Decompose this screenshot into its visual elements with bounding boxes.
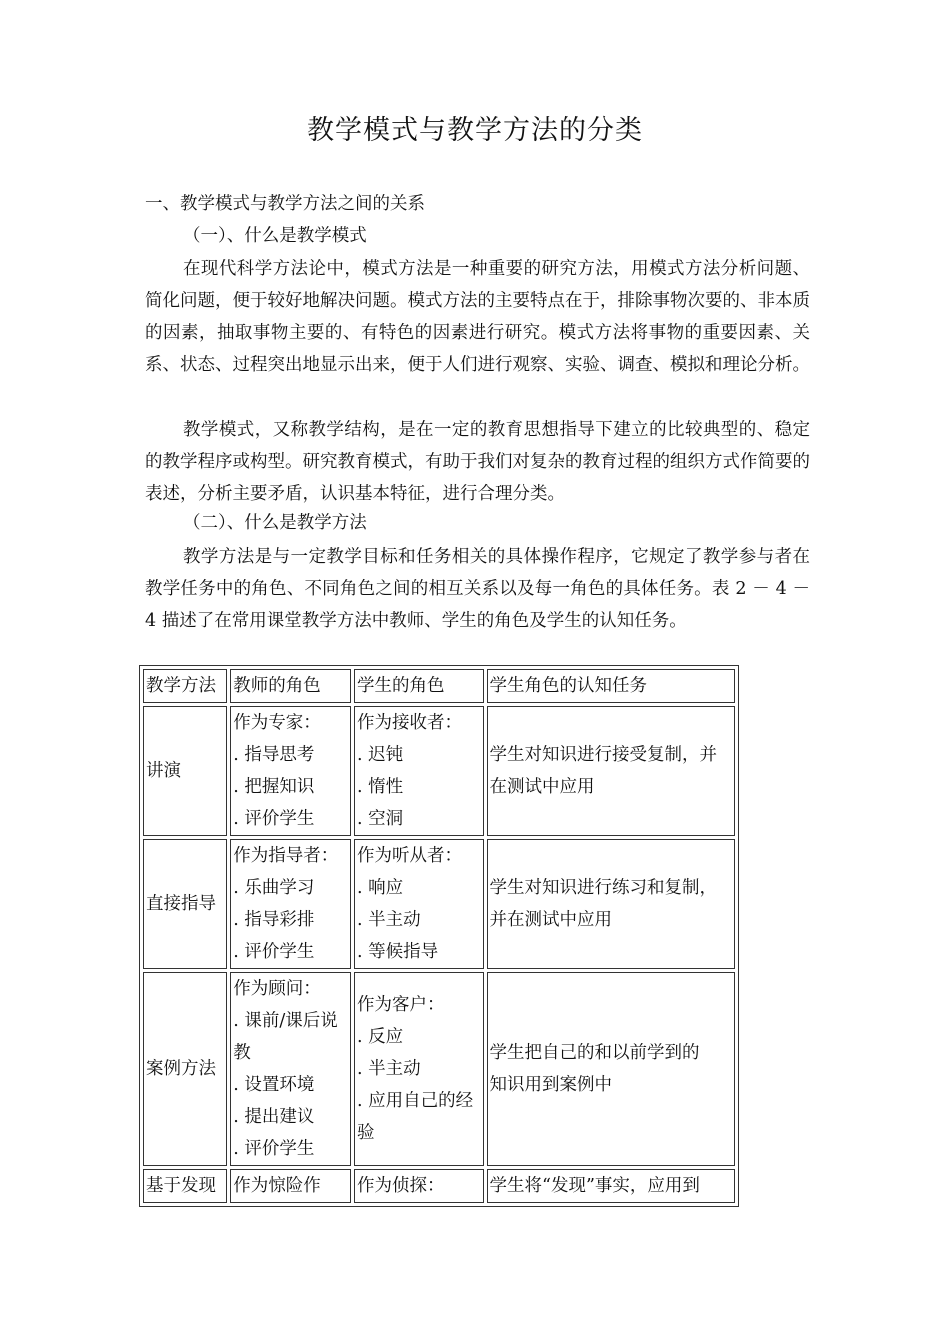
teacher-role-cell [230,1169,351,1203]
teacher-role-cell-line: 作为顾问： [233,979,321,999]
teacher-role-cell-line: . 指导思考 [233,745,315,765]
student-role-cell-line: . 响应 [357,878,404,898]
teacher-role-cell-line: . 评价学生 [233,942,315,962]
cognitive-task-cell [487,706,735,836]
document-title: 教学模式与教学方法的分类 [307,115,643,146]
student-role-cell-line: . 等候指导 [357,942,439,962]
teacher-role-cell [230,706,351,836]
paragraph-model-method: 在现代科学方法论中，模式方法是一种重要的研究方法，用模式方法分析问题、简化问题，便于较好地解决问题。模式方法的主要特点在于，排除事物次要的、非本质的因素，抽取事物主要的、有特色的因素进行研究。模式方法将事物的重要因素、关系、状态、过程突出地显示出来，便于人们进行观察、实验、调查、模拟和理论分析。 [145,259,810,375]
table-header-cell: 教师的角色 [230,669,351,703]
cognitive-task-cell-line: 学生对知识进行练习和复制， [489,878,718,898]
student-role-cell-line: . 半主动 [357,1059,421,1079]
cognitive-task-cell [487,972,735,1166]
method-cell: 讲演 [143,706,227,836]
teacher-role-cell-line: . 课前/课后说 [233,1011,338,1031]
table-row [143,839,735,969]
cognitive-task-cell-line: 学生把自己的和以前学到的 [489,1043,700,1063]
table-header-row [143,669,735,703]
table-row [143,706,735,836]
student-role-cell-line: . 惰性 [357,777,404,797]
table-header-cell: 学生的角色 [354,669,484,703]
student-role-cell-line: 作为客户： [357,995,445,1015]
teacher-role-cell [230,839,351,969]
student-role-cell-line: 验 [357,1123,375,1143]
student-role-cell-line: . 空洞 [357,809,404,829]
cognitive-task-cell-line: 并在测试中应用 [489,910,613,930]
student-role-cell [354,706,484,836]
table-header-cell: 学生角色的认知任务 [487,669,735,703]
section-heading: 一、教学模式与教学方法之间的关系 [145,194,425,214]
teacher-role-cell-line: . 把握知识 [233,777,315,797]
method-cell: 案例方法 [143,972,227,1166]
student-role-cell [354,1169,484,1203]
student-role-cell-line: 作为侦探： [357,1176,445,1196]
student-role-cell-line: . 反应 [357,1027,404,1047]
student-role-cell-line: . 应用自己的经 [357,1091,474,1111]
paragraph-teaching-model: 教学模式，又称教学结构，是在一定的教育思想指导下建立的比较典型的、稳定的教学程序或构型。研究教育模式，有助于我们对复杂的教育过程的组织方式作简要的表述，分析主要矛盾，认识基本特征，进行合理分类。 [145,420,810,504]
teacher-role-cell-line: . 指导彩排 [233,910,315,930]
student-role-cell-line: 作为接收者： [357,713,463,733]
teaching-methods-table [139,665,739,1207]
student-role-cell-line: . 半主动 [357,910,421,930]
table-header-cell: 教学方法 [143,669,227,703]
student-role-cell-line: . 迟钝 [357,745,404,765]
student-role-cell [354,972,484,1166]
cognitive-task-cell-line: 学生对知识进行接受复制，并 [489,745,718,765]
subsection-heading-teaching-method: （二）、什么是教学方法 [183,513,367,533]
cognitive-task-cell-line: 在测试中应用 [489,777,595,797]
teacher-role-cell-line: 教 [233,1043,251,1063]
method-cell: 基于发现 [143,1169,227,1203]
teacher-role-cell-line: . 评价学生 [233,809,315,829]
teacher-role-cell-line: . 乐曲学习 [233,878,315,898]
cognitive-task-cell-line: 知识用到案例中 [489,1075,613,1095]
table-row [143,1169,735,1203]
cognitive-task-cell [487,839,735,969]
paragraph-teaching-method: 教学方法是与一定教学目标和任务相关的具体操作程序，它规定了教学参与者在教学任务中的角色、不同角色之间的相互关系以及每一角色的具体任务。表 2 － 4 － 4 描述了在常用课堂教学方法中教师、学生的角色及学生的认知任务。 [145,547,810,631]
cognitive-task-cell [487,1169,735,1203]
student-role-cell [354,839,484,969]
cognitive-task-cell-line: 学生将“发现”事实，应用到 [489,1176,700,1196]
teacher-role-cell-line: 作为指导者： [233,846,339,866]
teacher-role-cell [230,972,351,1166]
teacher-role-cell-line: . 评价学生 [233,1139,315,1159]
student-role-cell-line: 作为听从者： [357,846,463,866]
teacher-role-cell-line: . 提出建议 [233,1107,315,1127]
subsection-heading-teaching-model: （一）、什么是教学模式 [183,226,367,246]
teacher-role-cell-line: 作为惊险作 [233,1176,321,1196]
method-cell: 直接指导 [143,839,227,969]
teacher-role-cell-line: 作为专家： [233,713,321,733]
table-row [143,972,735,1166]
teacher-role-cell-line: . 设置环境 [233,1075,315,1095]
